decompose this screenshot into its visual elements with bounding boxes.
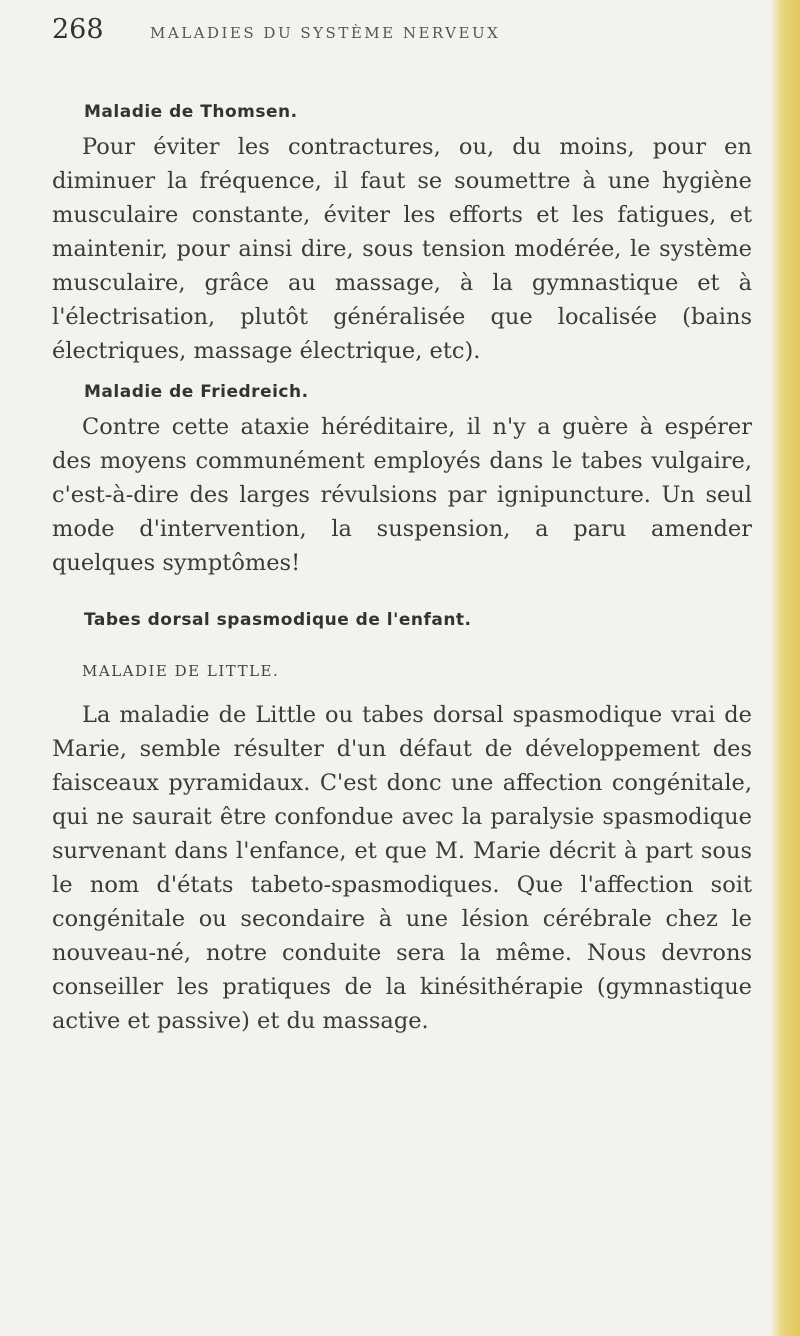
- section-friedreich: [52, 382, 752, 580]
- subheading: MALADIE DE LITTLE.: [82, 662, 280, 680]
- section-heading: Maladie de Thomsen.: [84, 102, 298, 122]
- section-tabes-dorsal: [52, 610, 752, 1038]
- page-number: 268: [52, 14, 104, 45]
- page-edge-discoloration: [770, 0, 800, 1336]
- running-title: MALADIES DU SYSTÈME NERVEUX: [150, 24, 501, 42]
- paragraph: Contre cette ataxie héréditaire, il n'y a guère à espérer des moyens communément employés dans le tabes vulgaire, c'est-à-dire des larges révulsions par ignipuncture. Un seul mode d'intervention, la suspension, a paru amender quelques symptômes!: [52, 414, 752, 576]
- section-heading: Tabes dorsal spasmodique de l'enfant.: [84, 610, 472, 630]
- paragraph: La maladie de Little ou tabes dorsal spasmodique vrai de Marie, semble résulter d'un défaut de développement des faisceaux pyramidaux. C'est donc une affection congénitale, qui ne saurait être confondue avec la paralysie spasmodique survenant dans l'enfance, et que M. Marie décrit à part sous le nom d'états tabeto-spasmodiques. Que l'affection soit congénitale ou secondaire à une lésion cérébrale chez le nouveau-né, notre conduite sera la même. Nous devrons conseiller les pratiques de la kinésithérapie (gymnastique active et passive) et du massage.: [52, 702, 752, 1034]
- page-header: [52, 14, 752, 64]
- section-heading: Maladie de Friedreich.: [84, 382, 309, 402]
- section-thomsen: [52, 102, 752, 368]
- book-page: [52, 14, 752, 1038]
- paragraph: Pour éviter les contractures, ou, du moins, pour en diminuer la fréquence, il faut se soumettre à une hygiène musculaire constante, éviter les efforts et les fatigues, et maintenir, pour ainsi dire, sous tension modérée, le système musculaire, grâce au massage, à la gymnastique et à l'électrisation, plutôt généralisée que localisée (bains électriques, massage électrique, etc).: [52, 134, 752, 364]
